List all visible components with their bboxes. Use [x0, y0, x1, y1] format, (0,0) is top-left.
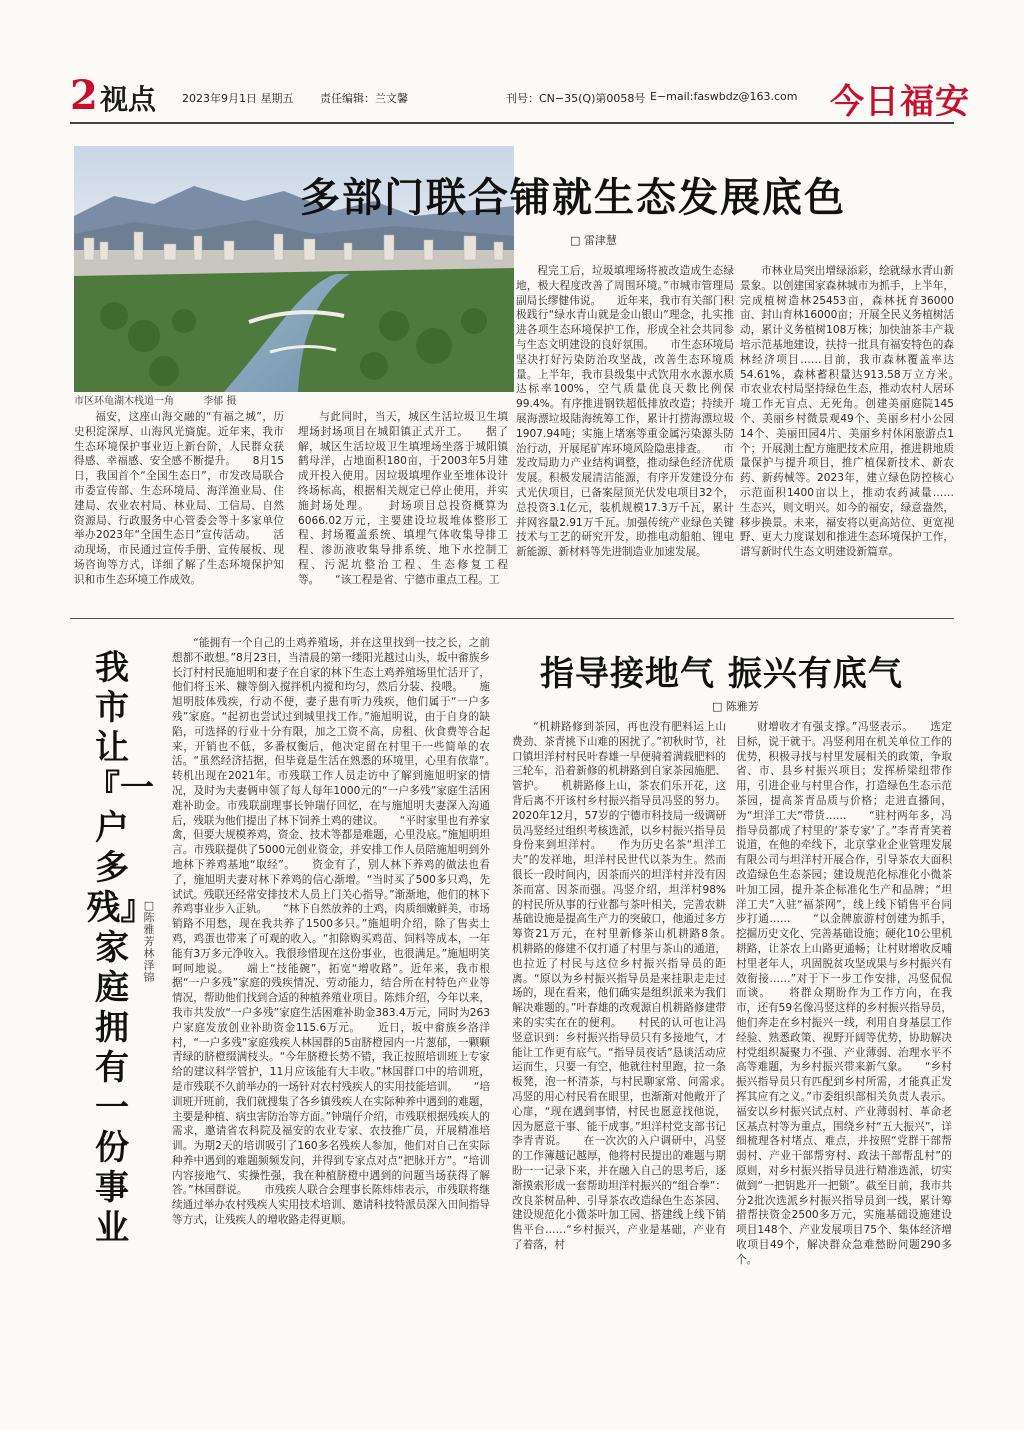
- photo-credit: 李郁 摄: [203, 396, 237, 407]
- section-number: 2: [70, 72, 98, 119]
- article3-column-1-text: “机耕路修到茶园，再也没有肥料运上山费劲、茶青挑下山难的困扰了。”初秋时节，社口镇坦洋村村民叶春雄一早便骑着满载肥料的三轮车，沿着新修的机耕路到自家茶园施肥、管护。 机耕路修上山，茶农们乐开花，这背后离不开该村乡村振兴指导员冯竖的努力。2020年12月，57岁的宁德市科技局一级调研员冯竖经过组织考核选派，以乡村振兴指导员身份来到坦洋村。 作为历史名茶“坦洋工夫”的发祥地，坦洋村民世代以茶为生。然而很长一段时间内，因茶而兴的坦洋村并没有因茶而富、因茶而强。冯竖介绍，坦洋村98%的村民所从事的行业都与茶叶相关，完善农耕基础设施是提高生产力的突破口，他通过多方筹资21万元，在村里新修茶山机耕路8条。 机耕路的修建不仅打通了村里与茶山的通道，也拉近了村民与这位乡村振兴指导员的距离。“原以为乡村振兴指导员是来挂职走走过场的，现在看来，他们确实是组织派来为我们解决难题的。”叶春雄的改观源自机耕路修建带来的实实在在的便利。 村民的认可也让冯竖意识到：乡村振兴指导员只有多接地气，才能让工作更有底气。“指导员夜话”恳谈活动应运而生，只要一有空，他就往村里跑，拉一条板凳，泡一杯清茶，与村民聊家常、问需求。 冯竖的用心村民看在眼里，也渐渐对他敞开了心扉，“现在遇到事情，村民也愿意找他说，因为愿意干事、能干成事。”坦洋村党支部书记李青青说。 在一次次的入户调研中，冯竖的工作簿越记越厚，他将村民提出的难题与期盼一一记录下来，并在融入自己的思考后，逐渐摸索形成一套帮助坦洋村振兴的“组合拳”：改良茶树品种、引导茶农改造绿色生态茶园、建设规范化小微茶叶加工园、搭建线上线下销售平台……“乡村振兴，产业是基础，产业有了着落，村: [512, 721, 726, 1251]
- article2-body-text: “能拥有一个自己的土鸡养殖场，并在这里找到一技之长，之前想都不敢想。”8月23日，当清晨的第一缕阳光越过山头，坂中畲族乡长汀村村民施旭明和妻子在自家的林下生态土鸡养殖场里忙活开了，他们将玉米、糠等倒入搅拌机内搅和均匀，然后分装、投喂。 施旭明肢体残疾，行动不便，妻子患有听力残疾，他们属于“一户多残”家庭。“起初也尝试过到城里找工作。”施旭明说，由于自身的缺陷，可选择的行业十分有限，加之工资不高，房租、伙食费等合起来，开销也不低，多番权衡后，他决定留在村里干一些简单的农活。“虽然经济拮据，但毕竟是生活在熟悉的环境里，心里有依靠”。 转机出现在2021年。市残联工作人员走访中了解到施旭明家的情况，及时为夫妻俩申领了每人每年1000元的“一户多残”家庭生活困难补助金。市残联副理事长钟瑞仔回忆，在与施旭明夫妻深入沟通后，残联为他们提出了林下饲养土鸡的建议。 “平时家里也有养家禽，但要大规模养鸡，资金、技术等都是难题，心里没底。”施旭明坦言。市残联提供了5000元创业资金，并安排工作人员陪施旭明到外地林下养鸡基地“取经”。 资金有了，别人林下养鸡的做法也看了，施旭明夫妻对林下养鸡的信心渐增。“当时买了500多只鸡，先试试。残联还经常安排技术人员上门关心指导。”渐渐地，他们的林下养鸡事业步入正轨。 “林下自然放养的土鸡，肉质细嫩鲜美，市场销路不用愁，现在我共养了1500多只。”施旭明介绍，除了售卖土鸡，鸡蛋也带来了可观的收入。“扣除购买鸡苗、饲料等成本，一年能有3万多元净收入。我很珍惜现在这份事业，也很满足。”施旭明笑呵呵地说。 端上“技能碗”，拓宽“增收路”。近年来，我市根据“一户多残”家庭的残疾情况、劳动能力，结合所在村特色产业等情况，帮助他们找到合适的种植养殖业项目。陈炜介绍，今年以来，我市共发放“一户多残”家庭生活困难补助金383.4万元，同时为263户家庭发放创业补助资金115.6万元。 近日，坂中畲族乡洛洋村，“一户多残”家庭残疾人林国群的5亩脐橙园内一片葱郁，一颗颗青绿的脐橙缀满枝头。“今年脐橙长势不错，我正按照培训班上专家给的建议科学管护，11月应该能有大丰收。”林国群口中的培训班，是市残联不久前举办的一场针对农村残疾人的实用技能培训。 “培训班开班前，我们就搜集了各乡镇残疾人在实际种养中遇到的难题，主要是种植、病虫害防治等方面。”钟瑞仔介绍，市残联根据残疾人的需求，邀请省农科院及福安的农业专家、农技推广员，开展精准培训。为期2天的培训吸引了160多名残疾人参加，他们对自己在实际种养中遇到的难题频频发问，并得到专家点对点“把脉开方”。“培训内容接地气、实操性强，我在种植脐橙中遇到的问题当场获得了解答。”林国群说。 市残疾人联合会理事长陈炜炜表示，市残联将继续通过举办农村残疾人实用技术培训、邀请科技特派员深入田间指导等方式，让残疾人的增收路走得更顺。: [172, 637, 490, 1227]
- article1-column-3: [516, 264, 734, 610]
- article1-column-3-text: 程完工后，垃圾填埋场将被改造成生态绿地，极大程度改善了周围环境。”市城市管理局副局长缪健伟说。 近年来，我市有关部门积极践行“绿水青山就是金山银山”理念，扎实推进各项生态环境保护工作，形成全社会共同参与生态文明建设的良好氛围。 市生态环境局坚决打好污染防治攻坚战，改善生态环境质量。上半年，我市县级集中式饮用水水源水质达标率100%，空气质量优良天数比例保99.4%。有序推进钢铁超低排放改造；持续开展海漂垃圾陆海统筹工作，累计打捞海漂垃圾1907.94吨；实施上堵塞等重金属污染源头防治行动，开展尾矿库环境风险隐患排查。 市发改局助力产业结构调整，推动绿色经济优质发展。积极发展清洁能源，有序开发建设分布式光伏项目，已备案屋顶光伏发电项目32个，总投资3.1亿元，装机规模17.3万千瓦，累计并网容量2.91万千瓦。加强传统产业绿色关键技术与工艺的研究开发，助推电动船舶、锂电新能源、新材料等先进制造业加速发展。: [516, 265, 734, 559]
- article2-headline: 我市让『一户多残』家庭拥有一份事业: [86, 648, 154, 1248]
- article1-column-4-text: 市林业局突出增绿添彩，绘就绿水青山新景象。以创建国家森林城市为抓手，上半年，完成植树造林25453亩，森林抚育36000亩、封山育林16000亩；开展全民义务植树活动，累计义务植树108万株；加快油茶丰产栽培示范基地建设，扶持一批具有福安特色的森林经济项目……目前，我市森林覆盖率达54.61%，森林蓄积量达913.58万立方米。 市农业农村局坚持绿色生态，推动农村人居环境工作无盲点、无死角。创建美丽庭院145个、美丽乡村微景观49个、美丽乡村小公园14个、美丽田园4片、美丽乡村休闲旅游点1个；开展测土配方施肥技术应用，推进耕地质量保护与提升项目，推广植保新技术、新农药、新药械等。2023年，建立绿色防控核心示范面积1400亩以上，推动农药减量…… 生态兴，则文明兴。如今的福安，绿意盎然，移步换景。未来，福安将以更高站位、更宽视野、更大力度谋划和推进生态环境保护工作，谱写新时代生态文明建设新篇章。: [740, 265, 954, 559]
- article1-column-4: [740, 264, 954, 610]
- article1-headline: 多部门联合铺就生态发展底色: [300, 175, 846, 221]
- article1-column-2: [298, 410, 508, 610]
- article1-byline: □ 雷津慧: [570, 234, 617, 247]
- issue-date: 2023年9月1日 星期五: [182, 92, 294, 105]
- article1-column-1: [74, 410, 284, 610]
- article2-byline: □ 陈雅芳 林泽锦: [143, 899, 155, 984]
- responsible-editor: 责任编辑：兰文馨: [320, 92, 408, 105]
- contact-email: E−mail:faswbdz@163.com: [650, 90, 798, 103]
- header-rule: [70, 122, 954, 124]
- article3-byline: □ 陈雅芳: [712, 700, 759, 713]
- photo-caption: [74, 392, 262, 407]
- photo-caption-text: 市区环龟湖木栈道一角: [74, 396, 174, 407]
- article3-column-1: [512, 720, 726, 1342]
- article3-column-2-text: 财增收才有强支撑。”冯竖表示。 选定目标，说干就干。冯竖利用在机关单位工作的优势，积极寻找与村里发展相关的政策，争取省、市、县乡村振兴项目；发挥桥梁纽带作用，引进企业与村里合作，打造绿色生态示范茶园，提高茶青品质与价格；走进直播间，为“坦洋工夫”带货…… “驻村两年多，冯指导员都成了村里的‘茶专家’了。”李青青笑着说道，在他的牵线下，北京掌业企业管理发展有限公司与坦洋村开展合作，引导茶农大面积改造绿色生态茶园；建设规范化标准化小微茶叶加工园，提升茶企标准化生产和品牌；“坦洋工夫”入驻“福茶网”，线上线下销售平台同步打通…… “以金牌旅游村创建为抓手，挖掘历史文化、完善基础设施；硬化10公里机耕路，让茶农上山路更通畅；让村财增收反哺村里老年人，巩固脱贫攻坚成果与乡村振兴有效衔接……”对于下一步工作安排，冯竖侃侃而谈。 将群众期盼作为工作方向，在我市，还有59名像冯竖这样的乡村振兴指导员，他们奔走在乡村振兴一线，利用自身基层工作经验、熟悉政策、视野开阔等优势，协助解决村党组织凝聚力不强、产业薄弱、治理水平不高等难题，为乡村振兴带来新气象。 “乡村振兴指导员只有匹配到乡村所需，才能真正发挥其应有之义。”市委组织部相关负责人表示。福安以乡村振兴试点村、产业薄弱村、革命老区基点村等为重点，围绕乡村“五大振兴”，详细梳理各村堵点、难点，并按照“党群干部帮弱村、产业干部帮穷村、政法干部帮乱村”的原则，对乡村振兴指导员进行精准选派，切实做到“一把钥匙开一把锁”。截至目前，我市共分2批次选派乡村振兴指导员到一线，累计筹措帮扶资金2500多万元，实施基础设施建设项目148个、产业发展项目75个、集体经济增收项目49个，解决群众急难愁盼问题290多个。: [736, 721, 952, 1266]
- article3-column-2: [736, 720, 952, 1342]
- section-name: 视点: [100, 83, 157, 116]
- article3-headline: 指导接地气 振兴有底气: [540, 654, 903, 694]
- issue-number: 刊号：CN−35(Q)第0058号: [506, 92, 646, 105]
- section-divider: [70, 618, 954, 619]
- article2-body: [172, 636, 490, 1342]
- newspaper-logo: 今日福安: [830, 82, 970, 122]
- masthead: [70, 72, 970, 122]
- article1-column-2-text: 与此同时，当天，城区生活垃圾卫生填埋场封场项目在城阳镇正式开工。 据了解，城区生活垃圾卫生填埋场坐落于城阳镇鹤母洋，占地面积180亩，于2003年5月建成开投入使用。因垃圾填埋作业至堆体设计终场标高，根据相关规定已停止使用，并实施封场处理。 封场项目总投资概算为6066.02万元，主要建设垃圾堆体整形工程、封场覆盖系统、填埋气体收集导排工程、渗沥液收集导排系统、地下水控制工程、污泥坑整治工程、生态修复工程等。 “该工程是省、宁德市重点工程。工: [298, 411, 508, 586]
- article1-column-1-text: 福安，这座山海交融的“有福之城”，历史积淀深厚、山海风光旖旎。近年来，我市生态环境保护事业迈上新台阶，人民群众获得感、幸福感、安全感不断提升。 8月15日，我国首个“全国生态日”，市发改局联合市委宣传部、生态环境局、海洋渔业局、住建局、农业农村局、林业局、工信局、自然资源局、行政服务中心管委会等十多家单位举办2023年“全国生态日”宣传活动。 活动现场，市民通过宣传手册、宣传展板、现场咨询等方式，详细了解了生态环境保护知识和市生态环境工作成效。: [74, 411, 284, 586]
